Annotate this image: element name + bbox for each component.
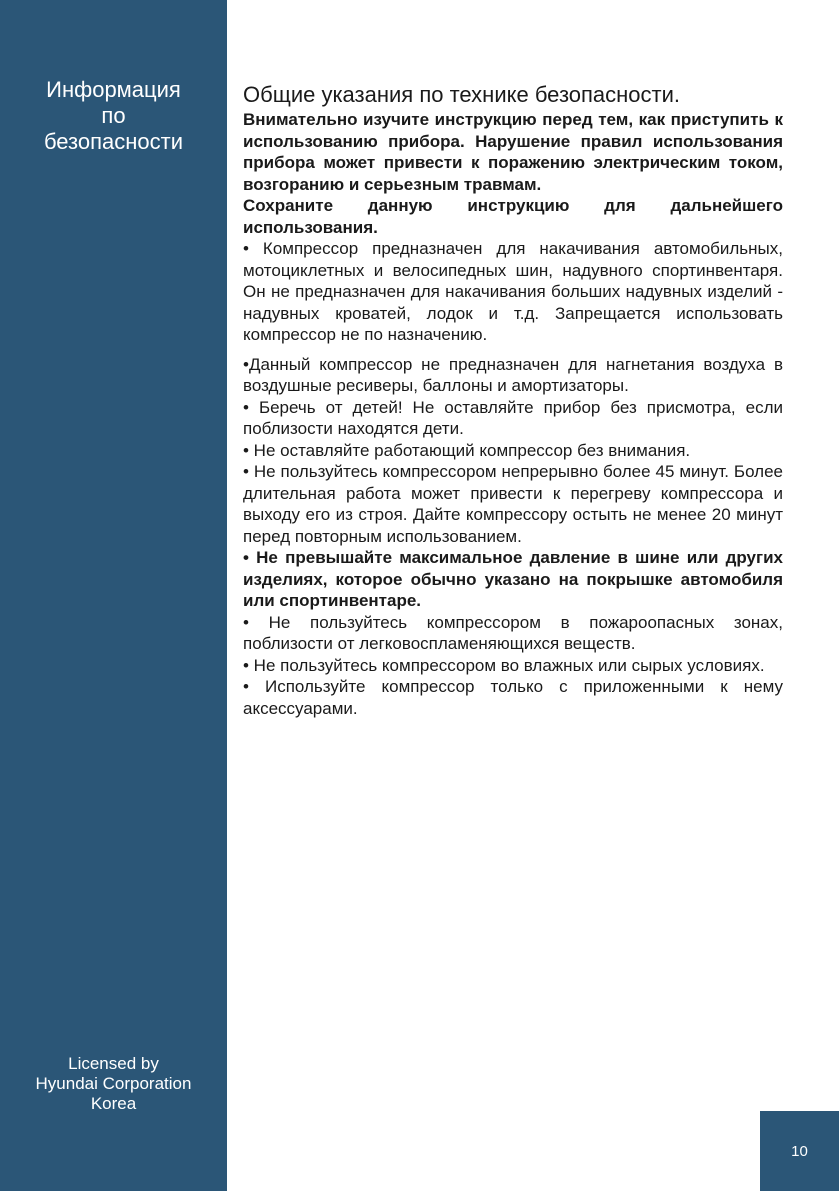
warning-paragraph: Сохраните данную инструкцию для дальнейшего использования. <box>243 196 783 237</box>
safety-item: • Не пользуйтесь компрессором непрерывно более 45 минут. Более длительная работа может привести к перегреву компрессора и выходу его из строя. Дайте компрессору остыть не менее 20 минут перед повторным использованием. <box>243 462 783 546</box>
section-title-line: безопасности <box>43 129 184 154</box>
page-number-tab <box>760 1111 839 1191</box>
safety-item: • Не пользуйтесь компрессором в пожароопасных зонах, поблизости от легковоспламеняющихся веществ. <box>243 612 783 653</box>
section-title-line: по <box>101 103 126 128</box>
safety-item: • Беречь от детей! Не оставляйте прибор без присмотра, если поблизости находятся дети. <box>243 397 783 438</box>
license-line: Korea <box>90 1094 137 1113</box>
safety-item: • Не оставляйте работающий компрессор без внимания. <box>243 440 691 460</box>
license-note <box>0 1054 227 1114</box>
page-heading: Общие указания по технике безопасности. <box>243 82 681 107</box>
section-title <box>0 77 227 155</box>
safety-item: • Не превышайте максимальное давление в шине или других изделиях, которое обычно указано на покрышке автомобиля или спортинвентаре. <box>243 548 783 610</box>
main-content <box>243 82 783 719</box>
license-line: Hyundai Corporation <box>35 1074 192 1093</box>
license-line: Licensed by <box>68 1054 159 1073</box>
safety-item: • Не пользуйтесь компрессором во влажных или сырых условиях. <box>243 655 765 675</box>
page-number: 10 <box>791 1142 808 1160</box>
warning-paragraph: Внимательно изучите инструкцию перед тем, как приступить к использованию прибора. Нарушение правил использования прибора может привести к поражению электрическим током, возгоранию и серьезным травмам. <box>243 110 783 194</box>
section-title-line: Информация <box>46 77 181 102</box>
safety-item: • Компрессор предназначен для накачивания автомобильных, мотоциклетных и велосипедных шин, надувного спортинвентаря. Он не предназначен для накачивания больших надувных изделий - надувных кроватей, лодок и т.д. Запрещается использовать компрессор не по назначению. <box>243 239 783 344</box>
sidebar <box>0 0 227 1191</box>
safety-item: • Используйте компрессор только с приложенными к нему аксессуарами. <box>243 677 783 718</box>
safety-item: •Данный компрессор не предназначен для нагнетания воздуха в воздушные ресиверы, баллоны и амортизаторы. <box>243 354 783 395</box>
